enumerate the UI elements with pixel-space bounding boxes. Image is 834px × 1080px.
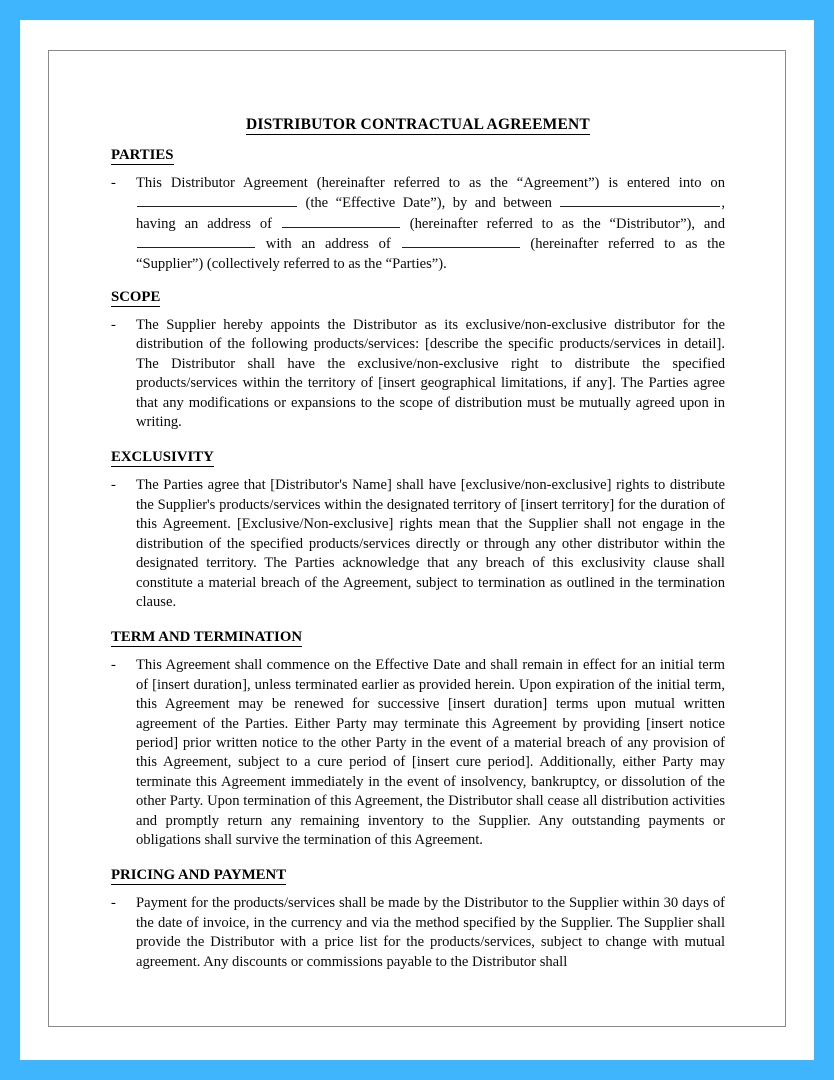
parties-text-part-5: with an address of (265, 236, 391, 253)
section-heading-term-and-termination (111, 628, 725, 647)
supplier-name-blank[interactable] (137, 234, 255, 248)
parties-text-part-4: (hereinafter referred to as the “Distributor”), and (409, 215, 725, 232)
section-heading-exclusivity-text: EXCLUSIVITY (111, 449, 214, 466)
section-heading-pricing-and-payment (111, 866, 725, 885)
clause-bullet: - (111, 477, 116, 494)
clause-parties (111, 174, 725, 274)
clause-bullet: - (111, 657, 116, 674)
section-heading-exclusivity (111, 448, 725, 467)
section-heading-parties (111, 146, 725, 165)
document-content (111, 115, 725, 989)
clause-exclusivity-body: The Parties agree that [Distributor's Name] shall have [exclusive/non-exclusive] rights to distribute the Supplier's products/services within the designated territory of [insert territory] for the duration of this Agreement. [Exclusive/Non-exclusive] rights mean that the Supplier shall not engage in the distribution of the specified products/services directly or through any other distributor within the designated territory. The Parties acknowledge that any breach of this exclusivity clause shall constitute a material breach of the Agreement, subject to termination as outlined in the termination clause. (136, 477, 725, 610)
parties-text-part-6: (hereinafter referred to as the “Supplier”) (collectively referred to as the “Parties”). (136, 236, 725, 272)
section-heading-parties-text: PARTIES (111, 147, 174, 163)
section-heading-pricing-and-payment-text: PRICING AND PAYMENT (111, 867, 287, 884)
document-title-label: DISTRIBUTOR CONTRACTUAL AGREEMENT (246, 116, 590, 133)
parties-text-part-2: (the “Effective Date”), by and between (305, 195, 552, 212)
clause-bullet: - (111, 895, 116, 912)
clause-term-and-termination-body: This Agreement shall commence on the Effective Date and shall remain in effect for an initial term of [insert duration], unless terminated earlier as provided herein. Upon expiration of the initial term, this Agreement may be renewed for successive [insert duration] terms upon mutual written agreement of the Parties. Either Party may terminate this Agreement by providing [insert notice period] prior written notice to the other Party in the event of a material breach of any provision of this Agreement, subject to a cure period of [insert cure period]. Additionally, either Party may terminate this Agreement immediately in the event of insolvency, bankruptcy, or dissolution of the other Party. Upon termination of this Agreement, the Distributor shall cease all distribution activities and promptly return any remaining inventory to the Supplier. Any outstanding payments or obligations shall survive the termination of this Agreement. (136, 657, 725, 848)
clause-pricing-and-payment-body: Payment for the products/services shall be made by the Distributor to the Supplier within 30 days of the date of invoice, in the currency and via the method specified by the Supplier. The Supplier shall provide the Distributor with a price list for the products/services, subject to change with mutual agreement. Any discounts or commissions payable to the Distributor shall (136, 895, 725, 970)
page-border-rectangle (48, 50, 786, 1027)
paper-background (20, 20, 814, 1060)
distributor-name-blank[interactable] (560, 193, 720, 207)
document-title (111, 115, 725, 135)
clause-scope (111, 316, 725, 432)
clause-parties-body (136, 174, 725, 274)
clause-bullet: - (111, 317, 116, 334)
clause-scope-body: The Supplier hereby appoints the Distributor as its exclusive/non-exclusive distributor for the distribution of the following products/services: [describe the specific products/services in detail]. The Distributor shall have the exclusive/non-exclusive right to distribute the specified products/services within the territory of [insert geographical limitations, if any]. The Parties agree that any modifications or expansions to the scope of distribution must be mutually agreed upon in writing. (136, 317, 725, 431)
clause-pricing-and-payment (111, 894, 725, 972)
parties-text-part-3: , having an address of (136, 195, 725, 232)
section-heading-term-and-termination-text: TERM AND TERMINATION (111, 629, 303, 646)
section-heading-scope (111, 288, 725, 307)
clause-term-and-termination (111, 656, 725, 850)
distributor-address-blank[interactable] (282, 214, 400, 228)
effective-date-blank[interactable] (137, 193, 297, 207)
clause-exclusivity (111, 476, 725, 612)
parties-text-part-1: This Distributor Agreement (hereinafter referred to as the “Agreement”) is entered into on (136, 175, 725, 191)
supplier-address-blank[interactable] (402, 234, 520, 248)
clause-bullet: - (111, 175, 116, 191)
section-heading-scope-text: SCOPE (111, 289, 161, 306)
